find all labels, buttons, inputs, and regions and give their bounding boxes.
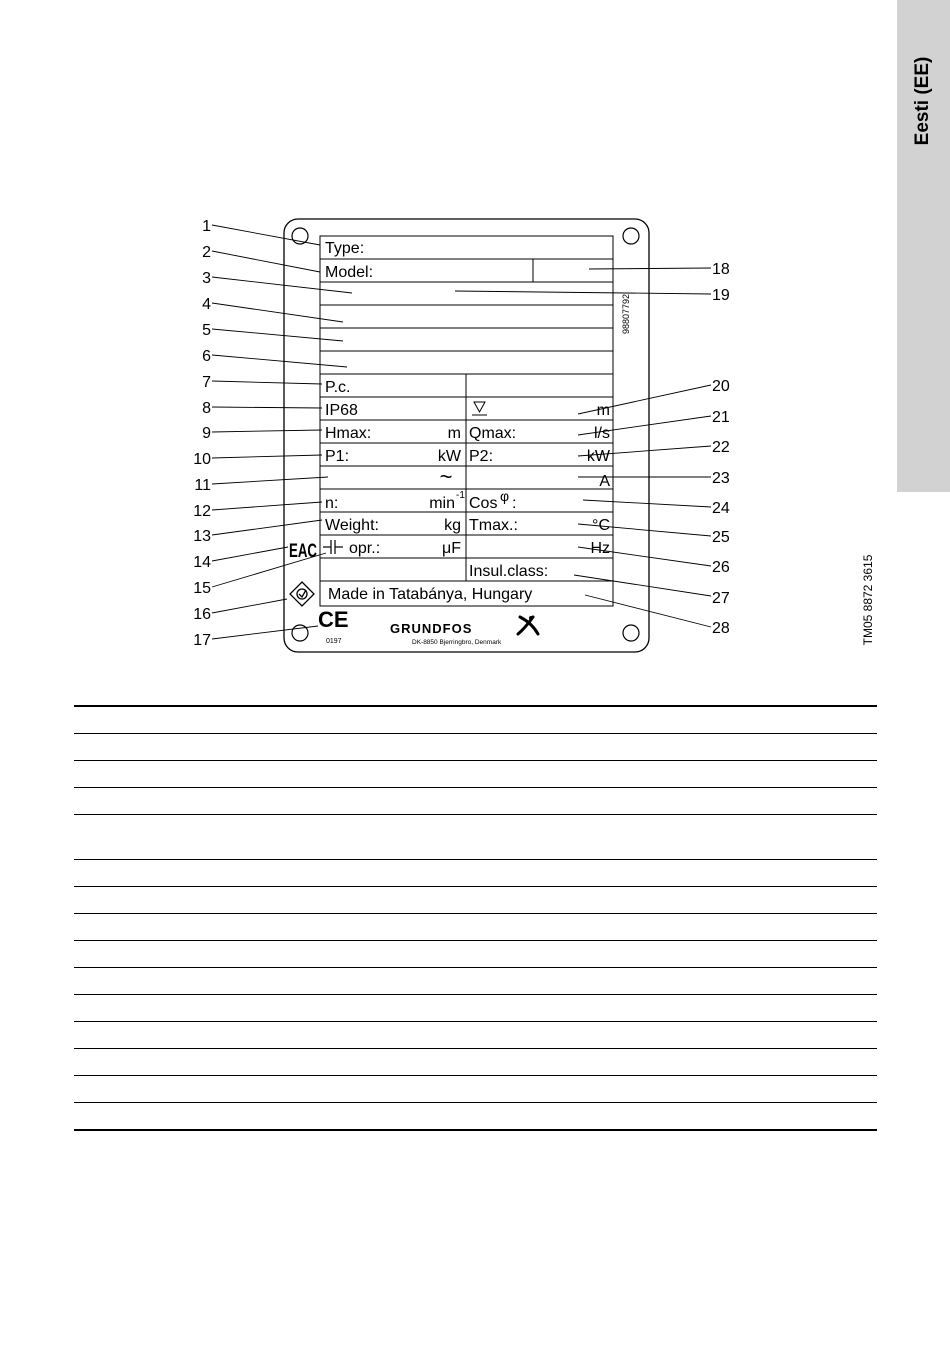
callout-number: 20 — [712, 378, 730, 395]
unit-n-exponent: -1 — [456, 490, 465, 501]
callout-number: 27 — [712, 590, 730, 607]
field-tmax: Tmax.: — [469, 517, 518, 534]
field-cos: Cos — [469, 495, 498, 512]
table-row — [74, 968, 877, 995]
field-p2: P2: — [469, 448, 494, 465]
table-row — [74, 995, 877, 1022]
unit-p2: kW — [586, 448, 610, 465]
callout-number: 28 — [712, 620, 730, 637]
table-row — [74, 761, 877, 788]
callout-number: 6 — [202, 348, 211, 365]
unit-hmax: m — [447, 425, 461, 442]
callout-number: 16 — [193, 606, 211, 623]
field-opr: opr.: — [349, 540, 381, 557]
callout-numbers-right — [712, 261, 730, 637]
ce-notified-body: 0197 — [326, 638, 342, 645]
table-row — [74, 887, 877, 914]
callout-number: 21 — [712, 409, 730, 426]
unit-n: min — [429, 495, 455, 512]
callout-number: 12 — [193, 503, 211, 520]
callout-number: 25 — [712, 529, 730, 546]
grundfos-logo-icon — [518, 616, 538, 634]
table-row — [74, 1076, 877, 1103]
table-row — [74, 707, 877, 734]
field-type: Type: — [325, 240, 365, 257]
callout-number: 9 — [202, 425, 211, 442]
capacitor-icon — [323, 540, 343, 554]
field-n: n: — [325, 495, 339, 512]
callout-number: 18 — [712, 261, 730, 278]
unit-weight: kg — [444, 517, 461, 534]
unit-current: A — [599, 473, 610, 490]
callout-number: 3 — [202, 270, 211, 287]
table-row — [74, 941, 877, 968]
unit-hz: Hz — [590, 540, 610, 557]
table-row — [74, 1103, 877, 1129]
cos-phi-symbol: φ — [500, 488, 510, 504]
callout-number: 1 — [202, 218, 211, 235]
unit-p1: kW — [437, 448, 461, 465]
field-insul: Insul.class: — [469, 563, 549, 580]
callout-number: 7 — [202, 374, 211, 391]
eac-mark-icon: EAC — [289, 541, 318, 562]
mount-hole-icon — [623, 228, 639, 244]
brand-logo-text: GRUNDFOS — [390, 621, 473, 636]
rcm-mark-icon — [290, 582, 314, 606]
document-number: 98807792 — [621, 293, 631, 334]
table-row — [74, 815, 877, 860]
table-row — [74, 914, 877, 941]
callout-number: 5 — [202, 322, 211, 339]
legend-table — [74, 705, 877, 1131]
field-weight: Weight: — [325, 517, 379, 534]
callout-number: 10 — [193, 451, 211, 468]
field-qmax: Qmax: — [469, 425, 517, 442]
field-ip: IP68 — [325, 402, 358, 419]
mount-hole-icon — [623, 625, 639, 641]
callout-numbers-left — [193, 218, 211, 649]
table-row — [74, 1049, 877, 1076]
callout-number: 22 — [712, 439, 730, 456]
field-pc: P.c. — [325, 379, 351, 396]
field-made-in: Made in Tatabánya, Hungary — [328, 586, 533, 603]
language-label: Eesti (EE) — [912, 56, 933, 146]
callout-leaders — [212, 225, 711, 639]
cos-colon: : — [512, 495, 517, 512]
field-p1: P1: — [325, 448, 350, 465]
table-row — [74, 860, 877, 887]
callout-number: 19 — [712, 287, 730, 304]
callout-number: 24 — [712, 500, 730, 517]
ce-mark-icon: CE — [318, 607, 349, 632]
callout-number: 13 — [193, 528, 211, 545]
unit-opr: μF — [442, 540, 461, 557]
callout-number: 4 — [202, 296, 211, 313]
callout-number: 17 — [193, 632, 211, 649]
table-row — [74, 1022, 877, 1049]
callout-number: 15 — [193, 580, 211, 597]
table-row — [74, 788, 877, 815]
callout-number: 14 — [193, 554, 211, 571]
callout-number: 11 — [194, 477, 211, 494]
brand-address: DK-8850 Bjerringbro, Denmark — [412, 639, 502, 646]
callout-number: 23 — [712, 470, 730, 487]
figure-code: TM05 8872 3615 — [861, 554, 875, 646]
table-row — [74, 734, 877, 761]
callout-number: 26 — [712, 559, 730, 576]
callout-number: 8 — [202, 400, 211, 417]
unit-depth: m — [596, 402, 610, 419]
water-level-icon — [472, 402, 487, 415]
unit-tmax: °C — [592, 517, 610, 534]
ac-symbol: ~ — [439, 464, 453, 489]
unit-qmax: l/s — [594, 425, 610, 442]
field-hmax: Hmax: — [325, 425, 372, 442]
field-model: Model: — [325, 264, 374, 281]
callout-number: 2 — [202, 244, 211, 261]
